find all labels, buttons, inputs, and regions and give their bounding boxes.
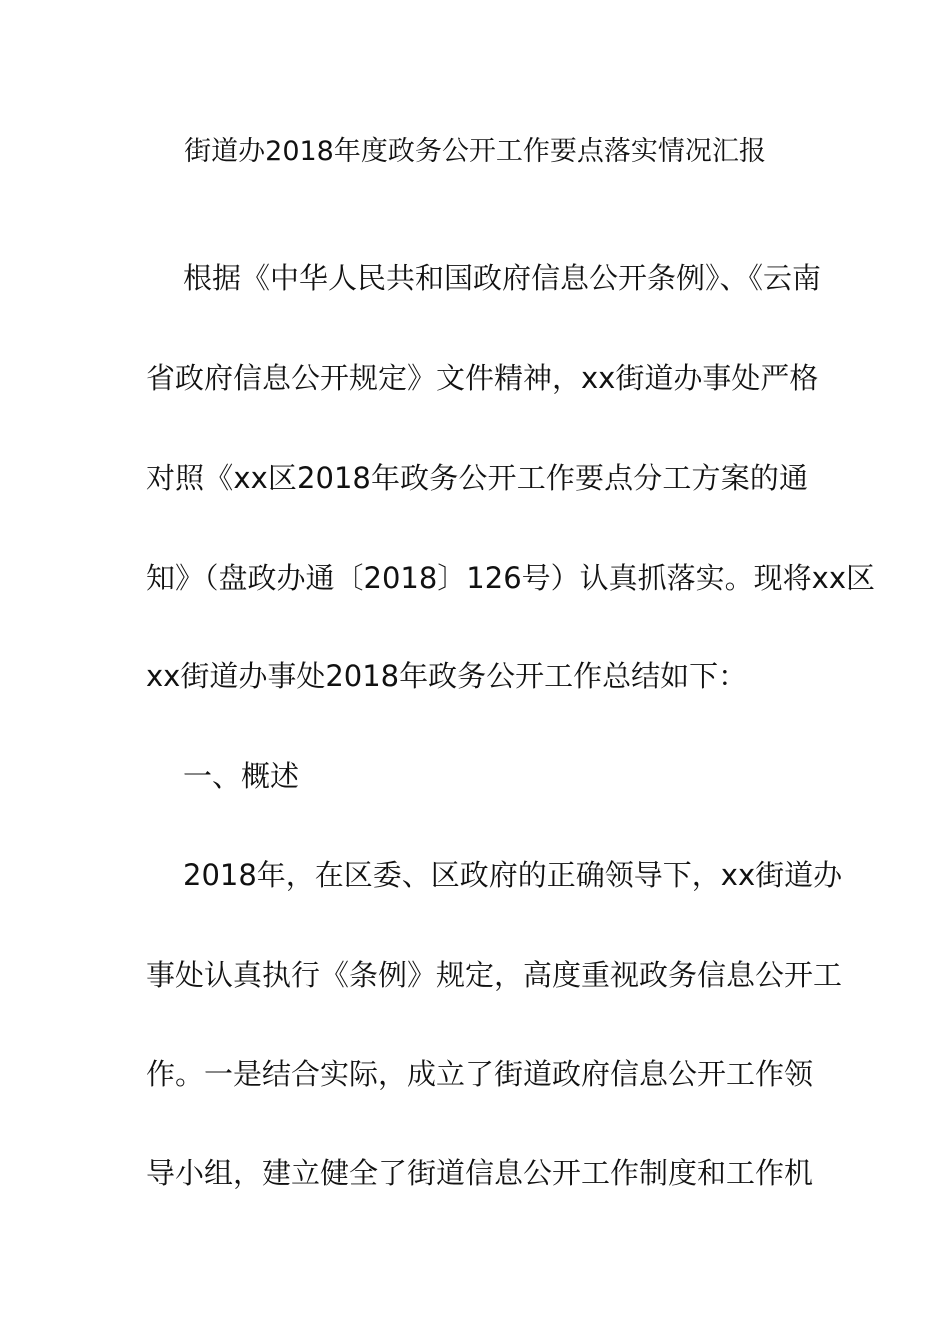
body-line-4: 导小组，建立健全了街道信息公开工作制度和工作机 — [146, 1156, 814, 1190]
intro-line-4: 知》（盘政办通〔2018〕126号）认真抓落实。现将xx区 — [146, 561, 875, 595]
document-title: 街道办2018年度政务公开工作要点落实情况汇报 — [184, 136, 766, 167]
body-line-1: 2018年，在区委、区政府的正确领导下，xx街道办 — [183, 858, 843, 892]
section-heading: 一、概述 — [183, 759, 300, 793]
intro-line-1: 根据《中华人民共和国政府信息公开条例》、《云南 — [183, 261, 822, 295]
body-line-2: 事处认真执行《条例》规定，高度重视政务信息公开工 — [146, 958, 843, 992]
intro-line-2: 省政府信息公开规定》文件精神，xx街道办事处严格 — [146, 361, 819, 395]
intro-line-5: xx街道办事处2018年政务公开工作总结如下： — [146, 659, 748, 693]
body-line-3: 作。一是结合实际，成立了街道政府信息公开工作领 — [146, 1057, 814, 1091]
intro-line-3: 对照《xx区2018年政务公开工作要点分工方案的通 — [146, 461, 808, 495]
